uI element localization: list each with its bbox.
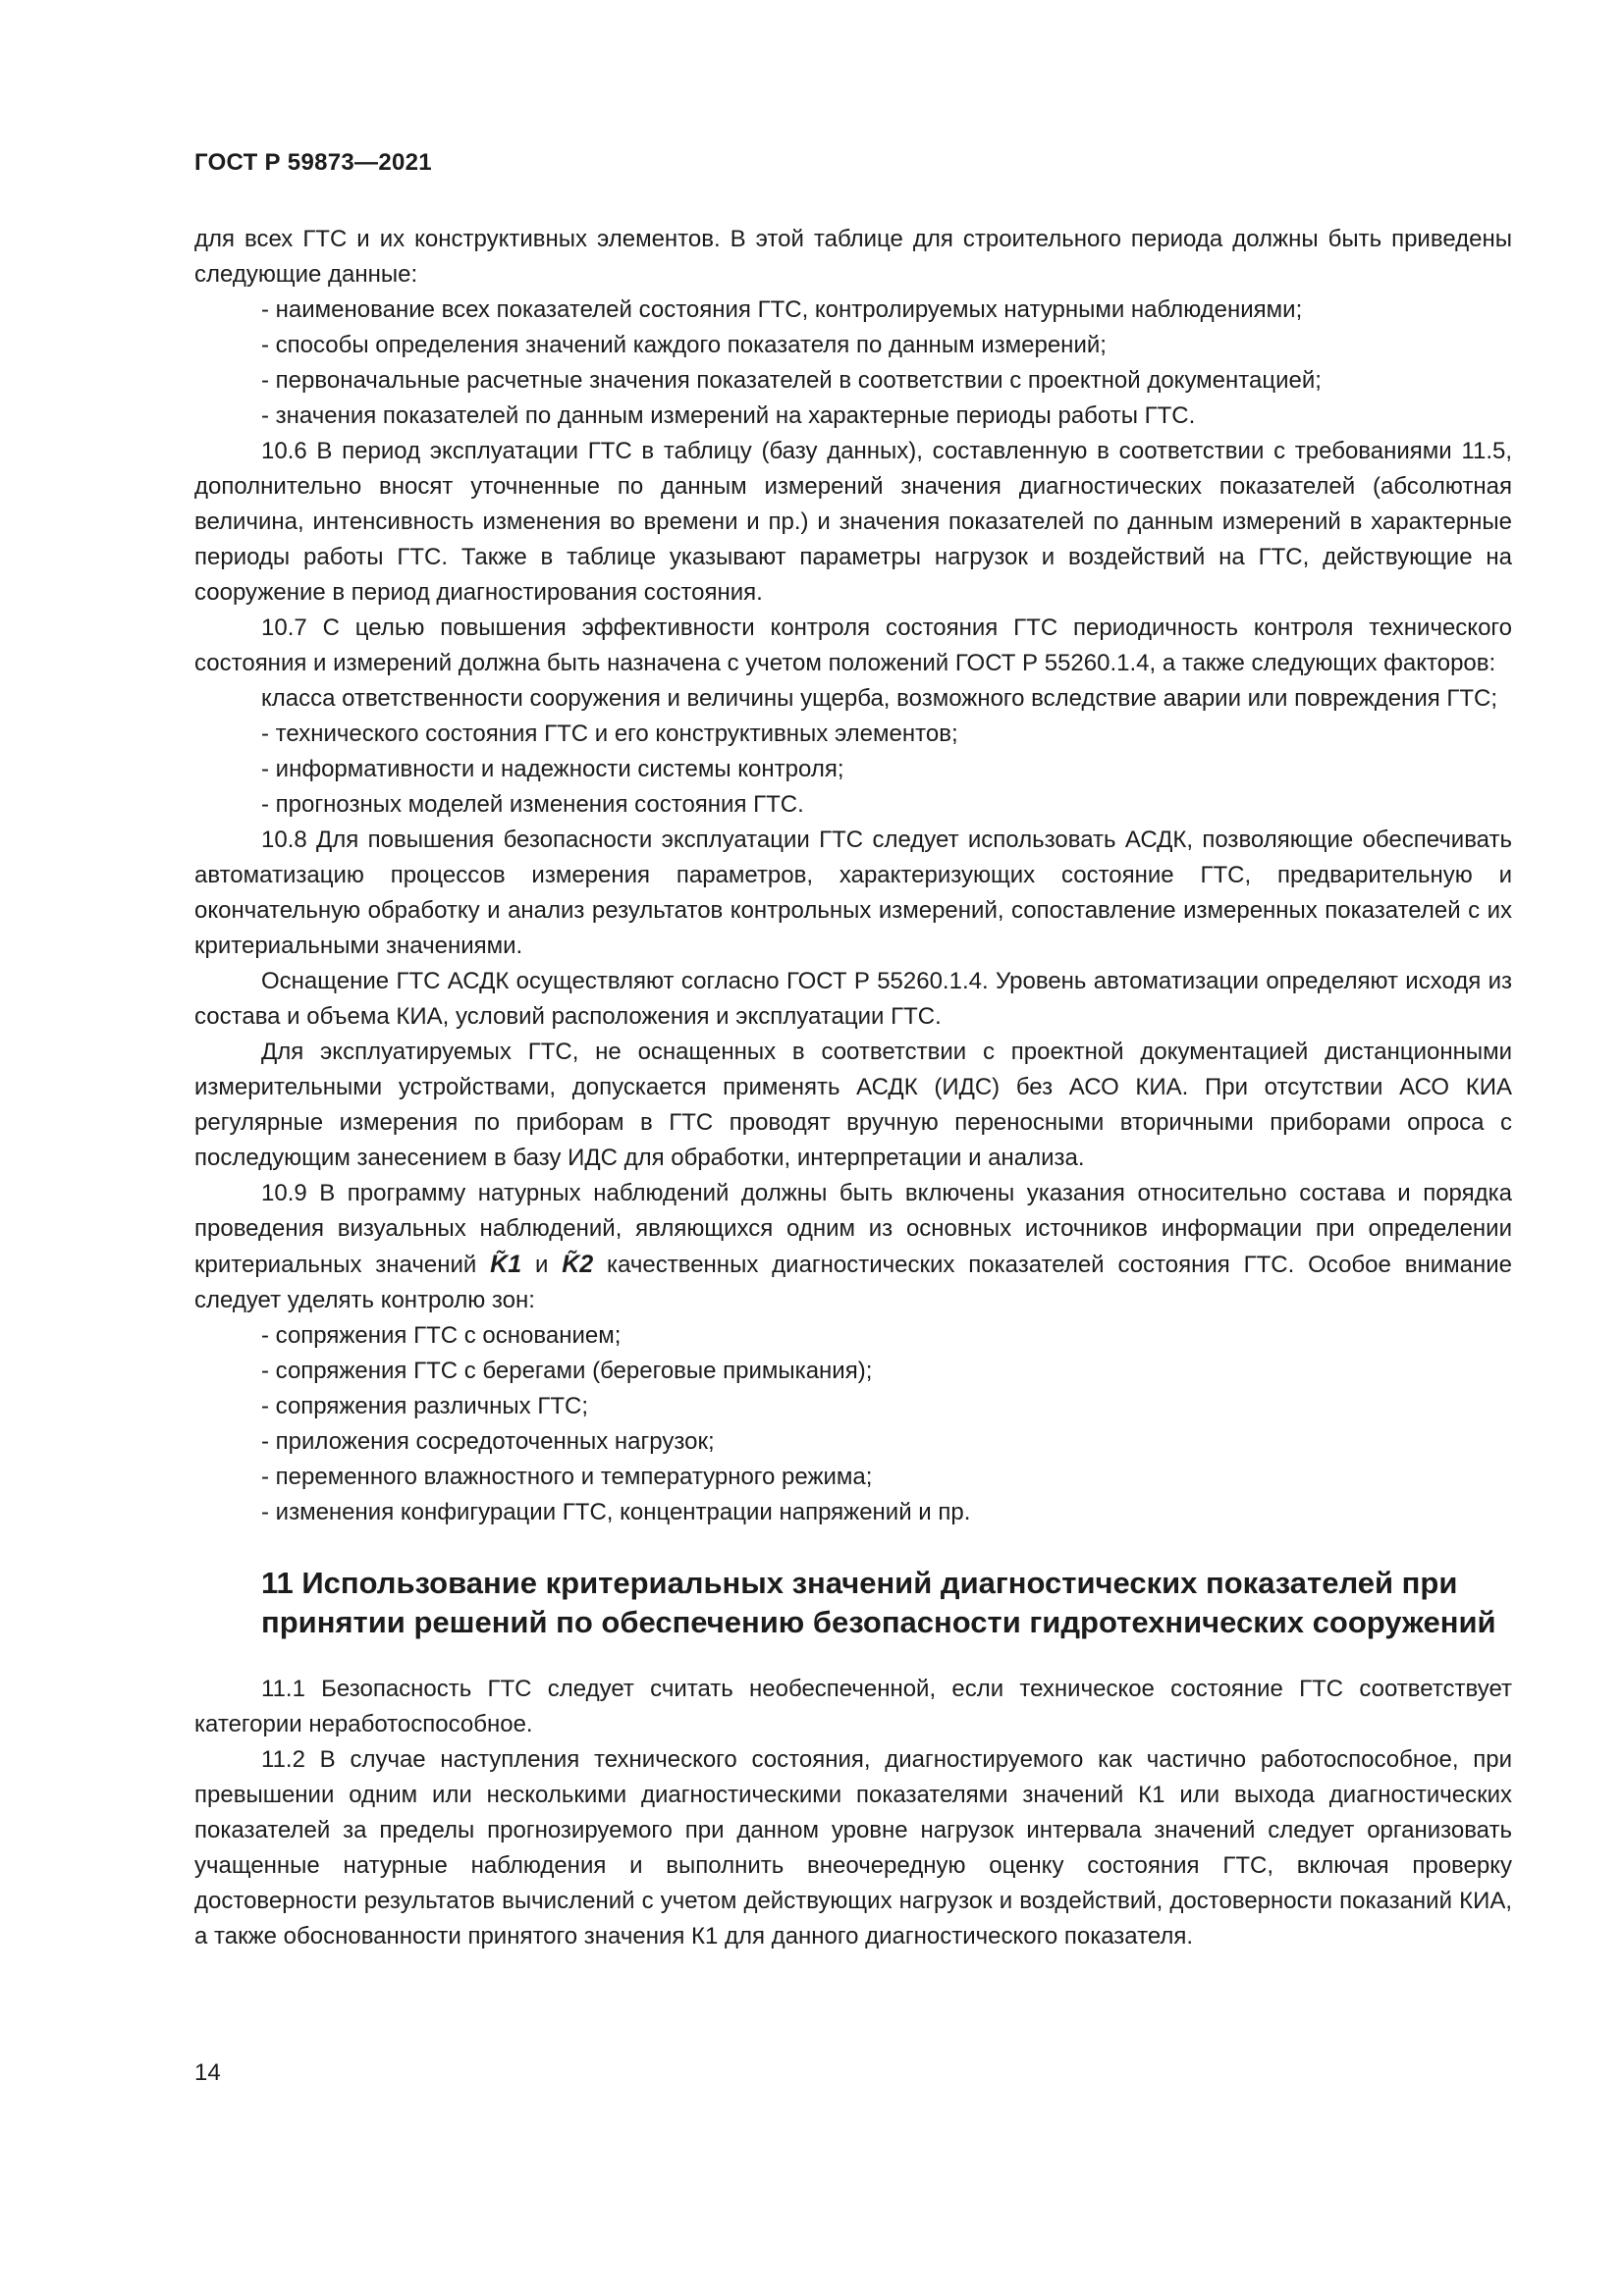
clause-10-9-text-b: качественных диагностических показателей состояния ГТС. Особое внимание следует уделять контролю зон: [194,1252,1512,1313]
list-item: - изменения конфигурации ГТС, концентрации напряжений и пр. [194,1495,1512,1530]
clause-10-7: 10.7 С целью повышения эффективности контроля состояния ГТС периодичность контроля технического состояния и измерений должна быть назначена с учетом положений ГОСТ Р 55260.1.4, а также следующих факторов: [194,614,1512,676]
clause-10-9-text-a: 10.9 В программу натурных наблюдений должны быть включены указания относительно состава и порядка проведения визуальных наблюдений, являющихся одним из основных источников информации при определении критериальных значений [194,1180,1512,1278]
list-item: - технического состояния ГТС и его конструктивных элементов; [194,717,1512,752]
list-item: - приложения сосредоточенных нагрузок; [194,1424,1512,1460]
main-text [194,222,1512,1954]
clause-10-8-paragraph-3: Для эксплуатируемых ГТС, не оснащенных в соответствии с проектной документацией дистанционными измерительными устройствами, допускается применять АСДК (ИДС) без АСО КИА. При отсутствии АСО КИА регулярные измерения по приборам в ГТС проводят вручную переносными вторичными приборами опроса с последующим занесением в базу ИДС для обработки, интерпретации и анализа. [194,1039,1512,1171]
clause-11-2: 11.2 В случае наступления технического состояния, диагностируемого как частично работоспособное, при превышении одним или несколькими диагностическими показателями значений К1 или выхода диагностических показателей за пределы прогнозируемого при данном уровне нагрузок интервала значений следует организовать учащенные натурные наблюдения и выполнить внеочередную оценку состояния ГТС, включая проверку достоверности результатов вычислений с учетом действующих нагрузок и воздействий, достоверности показаний КИА, а также обоснованности принятого значения К1 для данного диагностического показателя. [194,1746,1512,1949]
section-11-title: 11 Использование критериальных значений диагностических показателей при принятии решений по обеспечению безопасности гидротехнических сооружений [261,1566,1496,1639]
list-item: - сопряжения ГТС с основанием; [194,1318,1512,1354]
clause-11-1: 11.1 Безопасность ГТС следует считать необеспеченной, если техническое состояние ГТС соответствует категории неработоспособное. [194,1676,1512,1737]
clause-10-6: 10.6 В период эксплуатации ГТС в таблицу (базу данных), составленную в соответствии с требованиями 11.5, дополнительно вносят уточненные по данным измерений значения диагностических показателей (абсолютная величина, интенсивность изменения во времени и пр.) и значения показателей по данным измерений в характерные периоды работы ГТС. Также в таблице указывают параметры нагрузок и воздействий на ГТС, действующие на сооружение в период диагностирования состояния. [194,438,1512,606]
clause-10-8-paragraph-2: Оснащение ГТС АСДК осуществляют согласно ГОСТ Р 55260.1.4. Уровень автоматизации определяют исходя из состава и объема КИА, условий расположения и эксплуатации ГТС. [194,968,1512,1030]
list-item: - переменного влажностного и температурного режима; [194,1460,1512,1495]
clause-10-9-conjunction: и [521,1252,563,1278]
list-item: - сопряжения различных ГТС; [194,1389,1512,1424]
list-item: - сопряжения ГТС с берегами (береговые примыкания); [194,1354,1512,1389]
list-item: - информативности и надежности системы контроля; [194,752,1512,787]
clause-10-8: 10.8 Для повышения безопасности эксплуатации ГТС следует использовать АСДК, позволяющие обеспечивать автоматизацию процессов измерения параметров, характеризующих состояние ГТС, предварительную и окончательную обработку и анализ результатов контрольных измерений, сопоставление измеренных показателей с их критериальными значениями. [194,827,1512,959]
page-number: 14 [194,2059,221,2086]
intro-paragraph: для всех ГТС и их конструктивных элементов. В этой таблице для строительного периода должны быть приведены следующие данные: [194,226,1512,288]
document-code: ГОСТ Р 59873—2021 [194,149,432,176]
list-item: - способы определения значений каждого показателя по данным измерений; [194,328,1512,363]
criterion-k2-symbol: K̃2 [562,1251,594,1278]
clause-10-9 [194,1176,1512,1318]
list-item: - прогнозных моделей изменения состояния ГТС. [194,787,1512,823]
list-item: - наименование всех показателей состояния ГТС, контролируемых натурными наблюдениями; [194,293,1512,328]
criterion-k1-symbol: K̃1 [490,1251,522,1278]
list-item: класса ответственности сооружения и величины ущерба, возможного вследствие аварии или повреждения ГТС; [261,685,1498,712]
list-item: - значения показателей по данным измерений на характерные периоды работы ГТС. [194,399,1512,434]
list-item: - первоначальные расчетные значения показателей в соответствии с проектной документацией; [194,363,1512,399]
